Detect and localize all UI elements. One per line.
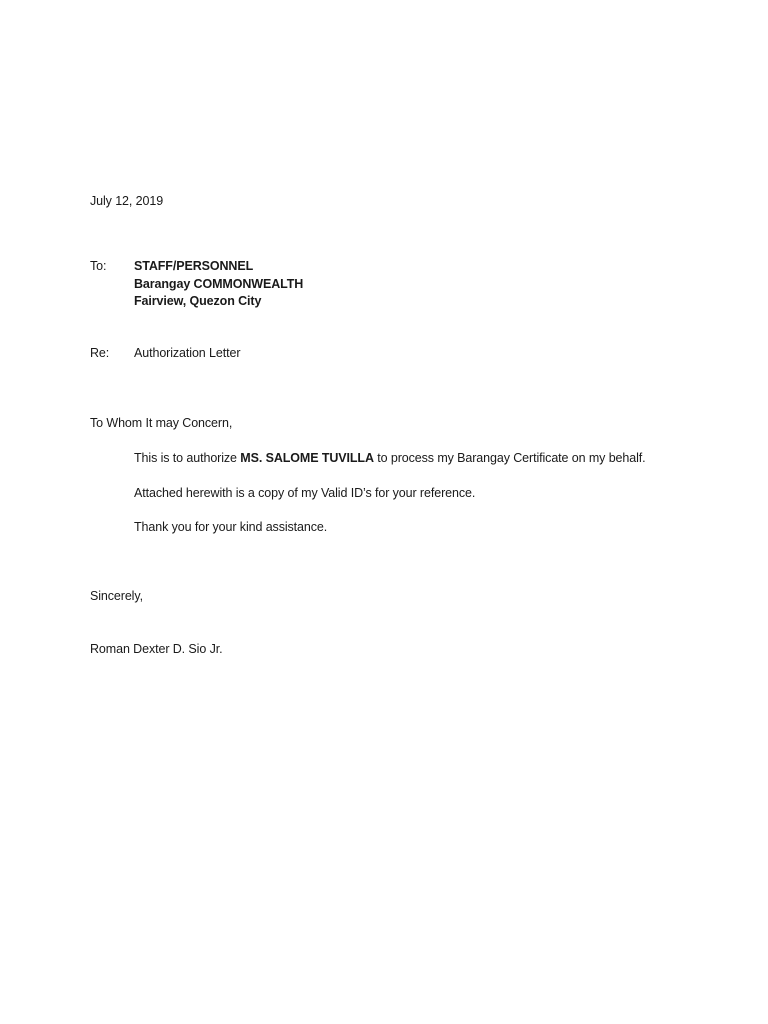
closing: Sincerely, (90, 589, 143, 603)
body-p1-before: This is to authorize (134, 451, 241, 465)
re-label: Re: (90, 346, 110, 360)
signatory-name: Roman Dexter D. Sio Jr. (90, 642, 223, 656)
subject-line: Authorization Letter (134, 346, 241, 360)
recipient-line-2: Barangay COMMONWEALTH (134, 277, 304, 291)
authorized-person-name: MS. SALOME TUVILLA (240, 451, 374, 465)
salutation: To Whom It may Concern, (90, 416, 233, 430)
body-paragraph-2: Attached herewith is a copy of my Valid ID’s for your reference. (134, 486, 476, 500)
to-label: To: (90, 259, 107, 273)
body-p1-after: to process my Barangay Certificate on my behalf. (373, 451, 646, 465)
body-paragraph-3: Thank you for your kind assistance. (134, 520, 328, 534)
letter-date: July 12, 2019 (90, 194, 164, 208)
recipient-line-3: Fairview, Quezon City (134, 294, 262, 308)
body-paragraph-1 (134, 450, 646, 466)
recipient-line-1: STAFF/PERSONNEL (134, 259, 254, 273)
